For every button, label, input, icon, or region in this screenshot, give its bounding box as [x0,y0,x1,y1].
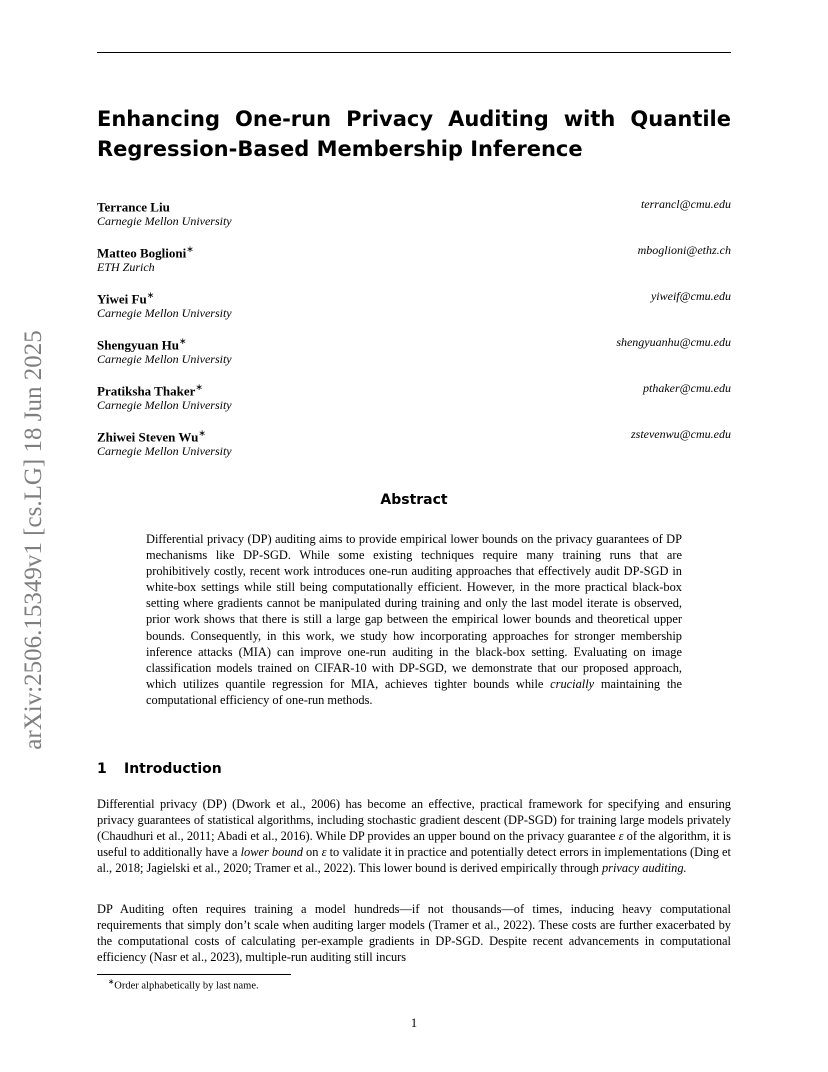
footnote-mark: ∗ [108,977,115,986]
intro-paragraph-2: DP Auditing often requires training a model hundreds—if not thousands—of times, inducing heavy computational requirements that simply don’t scale when auditing larger models (Tramer et al., 2022). These costs are further exacerbated by the computational costs of calculating per-example gradients in DP-SGD. Despite recent advancements in computational efficiency (Nasr et al., 2023), multiple-run auditing still incurs [97,902,731,965]
author-footnote-mark: ∗ [195,382,203,392]
footnote-rule [97,974,291,975]
author-name: Terrance Liu [97,199,170,215]
section-number: 1 [97,761,107,777]
author-block [97,196,731,242]
arxiv-stamp[interactable]: arXiv:2506.15349v1 [cs.LG] 18 Jun 2025 [20,330,47,750]
header-rule [97,52,731,53]
author-footnote-mark: ∗ [179,336,187,346]
intro-paragraph-1: Differential privacy (DP) (Dwork et al., 2006) has become an effective, practical framework for specifying and ensuring privacy guarantees of statistical algorithms, including stochastic gradient descent (DP-SGD) for training large models privately (Chaudhuri et al., 2011; Abadi et al., 2016). While DP provides an upper bound on the privacy guarantee ε of the algorithm, it is useful to additionally have a lower bound on ε to validate it in practice and potentially detect errors in implementations (Ding et al., 2018; Jagielski et al., 2020; Tramer et al., 2022). This lower bound is derived empirically through privacy auditing. [97,797,731,876]
author-block [97,288,731,334]
emphasis: privacy auditing. [601,861,687,876]
footnote: ∗Order alphabetically by last name. [108,977,259,992]
title-line-2: Regression-Based Membership Inference [97,137,583,161]
author-affiliation: Carnegie Mellon University [97,352,232,367]
page-number: 1 [410,1016,418,1030]
emphasis: lower bound [240,845,303,860]
author-name: Pratiksha Thaker∗ [97,382,203,399]
title-line-1: Enhancing One-run Privacy Auditing with Quantile [97,107,731,131]
abstract-text: Differential privacy (DP) auditing aims to provide empirical lower bounds on the privacy guarantees of DP mechanisms like DP-SGD. While some existing techniques require many training runs that are prohibitively costly, recent work introduces one-run auditing approaches that effectively audit DP-SGD in white-box settings while still being computationally efficient. However, in the more practical black-box setting where gradients cannot be manipulated during training and only the last model iterate is observed, prior work shows that there is still a large gap between the empirical lower bounds and theoretical upper bounds. Consequently, in this work, we study how incorporating approaches for stronger membership inference attacks (MIA) can improve one-run auditing in the black-box setting. Evaluating on image classification models trained on CIFAR-10 with DP-SGD, we demonstrate that our proposed approach, which utilizes quantile regression for MIA, achieves tighter bounds while crucially maintaining the computational efficiency of one-run methods. [146,532,682,707]
epsilon-symbol: ε [618,829,624,844]
paper-title [97,104,731,164]
author-email[interactable]: yiweif@cmu.edu [650,289,731,303]
author-block [97,380,731,426]
author-affiliation: Carnegie Mellon University [97,444,232,459]
author-name: Yiwei Fu∗ [97,290,155,307]
author-email[interactable]: terrancl@cmu.edu [640,197,731,211]
author-footnote-mark: ∗ [186,244,194,254]
section-heading [97,761,222,777]
author-affiliation: Carnegie Mellon University [97,214,232,229]
author-email[interactable]: shengyuanhu@cmu.edu [616,335,731,349]
author-block [97,334,731,380]
abstract-heading: Abstract [380,492,448,508]
author-affiliation: Carnegie Mellon University [97,306,232,321]
author-name: Matteo Boglioni∗ [97,244,194,261]
author-affiliation: Carnegie Mellon University [97,398,232,413]
author-affiliation: ETH Zurich [97,260,155,275]
author-list [97,196,731,472]
epsilon-symbol: ε [321,845,327,860]
author-block [97,242,731,288]
author-footnote-mark: ∗ [198,428,206,438]
author-email[interactable]: zstevenwu@cmu.edu [630,427,731,441]
author-name: Shengyuan Hu∗ [97,336,187,353]
emphasis: crucially [550,676,595,691]
author-footnote-mark: ∗ [146,290,155,300]
author-block [97,426,731,472]
section-title: Introduction [124,761,222,777]
author-name: Zhiwei Steven Wu∗ [97,428,206,445]
author-email[interactable]: pthaker@cmu.edu [642,381,731,395]
author-email[interactable]: mboglioni@ethz.ch [637,243,731,257]
